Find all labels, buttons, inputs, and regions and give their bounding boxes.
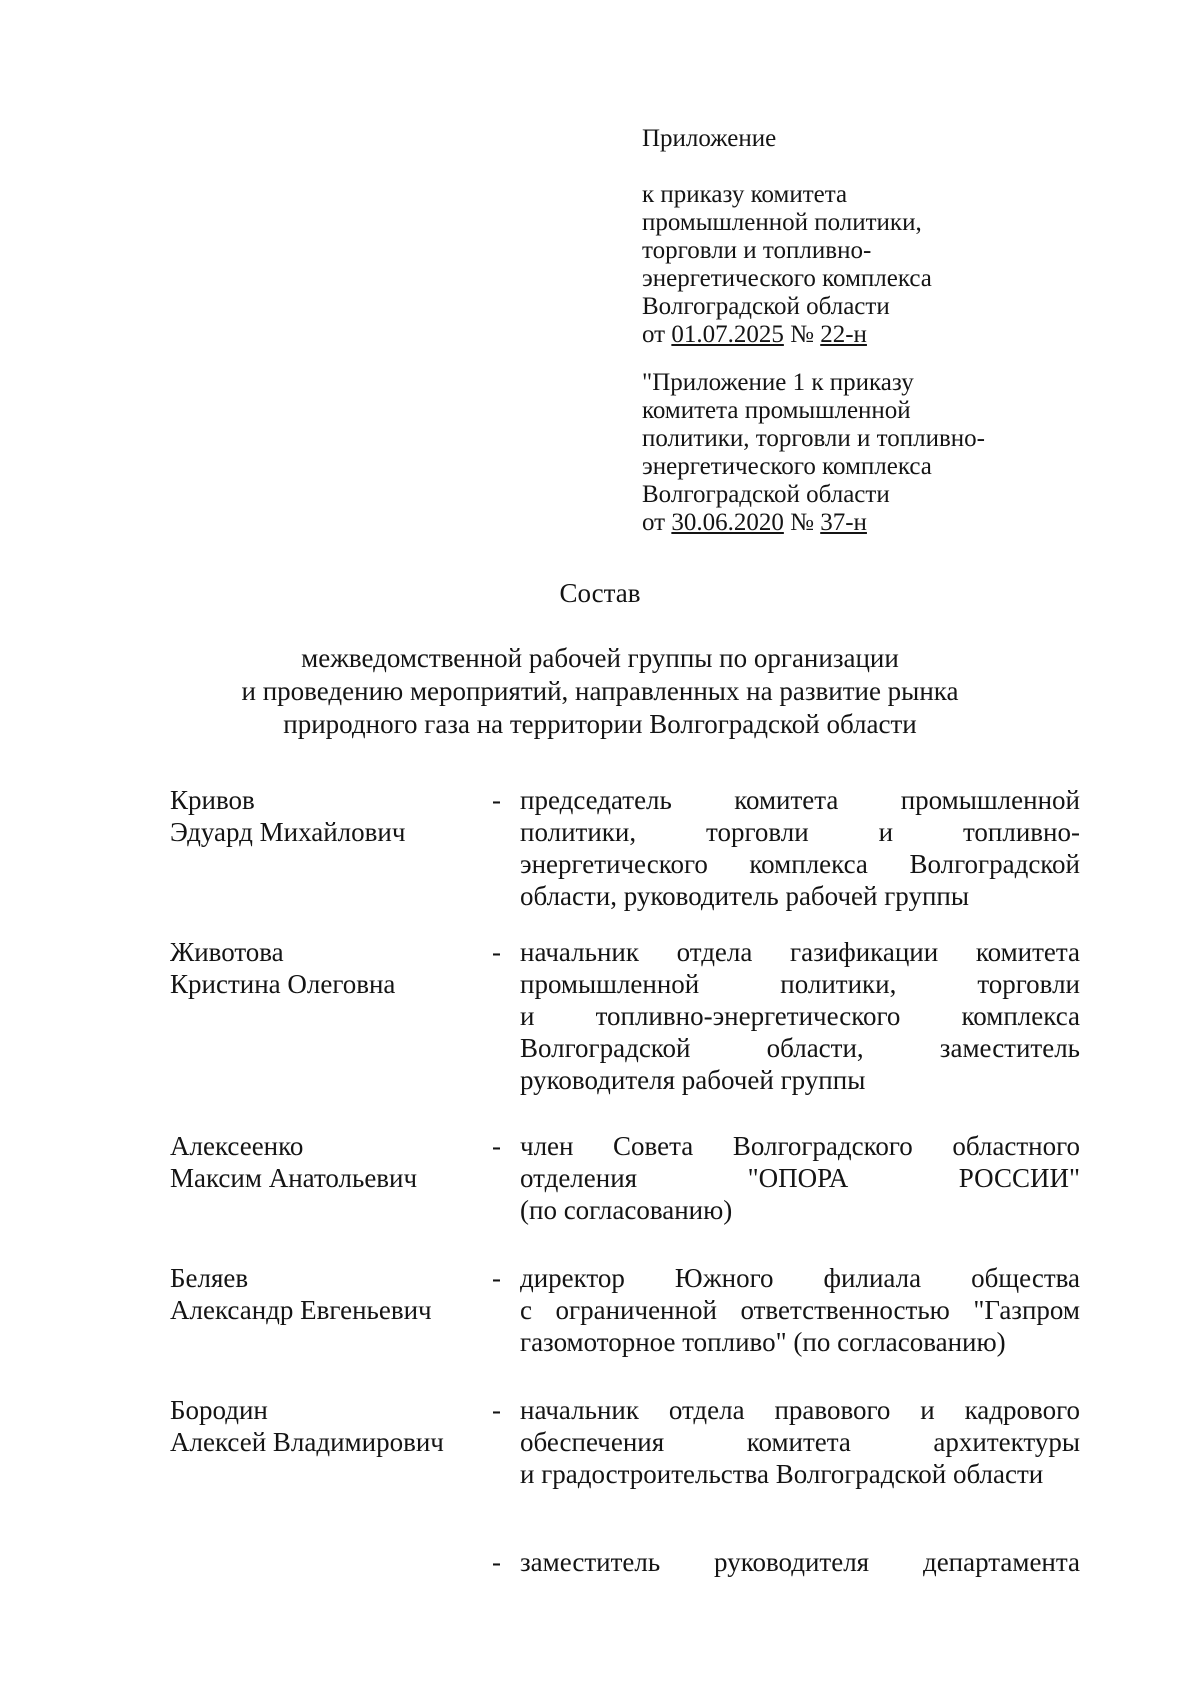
member-name xyxy=(170,1394,480,1458)
position-line: промышленной политики, торговли xyxy=(520,969,1080,999)
original-order-no-sign: № xyxy=(783,509,821,536)
appendix-heading: Приложение xyxy=(642,125,777,152)
member-given-names: Александр Евгеньевич xyxy=(170,1295,432,1325)
appendix-line: Волгоградской области xyxy=(642,293,890,320)
member-given-names: Максим Анатольевич xyxy=(170,1163,418,1193)
appendix-line: энергетического комплекса xyxy=(642,265,932,292)
position-line: с ограниченной ответственностью "Газпром xyxy=(520,1295,1080,1325)
position-line: энергетического комплекса Волгоградской xyxy=(520,849,1080,879)
member-surname: Кривов xyxy=(170,785,255,815)
original-appendix-line: Волгоградской области xyxy=(642,481,890,508)
original-order-prefix: от xyxy=(642,509,672,536)
member-given-names: Эдуард Михайлович xyxy=(170,817,406,847)
member-position xyxy=(520,1546,1080,1578)
original-appendix-line: "Приложение 1 к приказу xyxy=(642,369,914,396)
position-line: и градостроительства Волгоградской области xyxy=(520,1459,1044,1489)
position-line: политики, торговли и топливно- xyxy=(520,817,1080,847)
order-no-sign: № xyxy=(783,321,821,348)
original-order-reference xyxy=(642,509,985,537)
dash-separator: - xyxy=(492,937,501,967)
member-given-names: Кристина Олеговна xyxy=(170,969,396,999)
member-position xyxy=(520,1262,1080,1358)
member-position xyxy=(520,1130,1080,1226)
order-number: 22-н xyxy=(820,321,867,348)
position-line: и топливно-энергетического комплекса xyxy=(520,1001,1080,1031)
position-line: газомоторное топливо" (по согласованию) xyxy=(520,1327,1006,1357)
original-appendix-line: политики, торговли и топливно- xyxy=(642,425,986,452)
position-line: председатель комитета промышленной xyxy=(520,785,1080,815)
subtitle-line: и проведению мероприятий, направленных на развитие рынка xyxy=(241,676,959,706)
member-name xyxy=(170,936,480,1000)
position-line: области, руководитель рабочей группы xyxy=(520,881,969,911)
member-given-names: Алексей Владимирович xyxy=(170,1427,444,1457)
member-position xyxy=(520,1394,1080,1490)
order-prefix: от xyxy=(642,321,672,348)
member-name xyxy=(170,1130,480,1194)
member-name xyxy=(170,784,480,848)
dash-separator: - xyxy=(492,1263,501,1293)
member-position xyxy=(520,936,1080,1096)
appendix-block xyxy=(642,125,985,537)
subtitle-line: межведомственной рабочей группы по организации xyxy=(301,643,899,673)
appendix-line: к приказу комитета xyxy=(642,181,848,208)
dash-separator: - xyxy=(492,1547,501,1577)
member-name xyxy=(170,1262,480,1326)
position-line: директор Южного филиала общества xyxy=(520,1263,1080,1293)
position-line: член Совета Волгоградского областного xyxy=(520,1131,1080,1161)
position-line: Волгоградской области, заместитель xyxy=(520,1033,1080,1063)
dash-separator: - xyxy=(492,1131,501,1161)
member-surname: Бородин xyxy=(170,1395,268,1425)
dash-separator: - xyxy=(492,1395,501,1425)
member-surname: Алексеенко xyxy=(170,1131,304,1161)
position-line: обеспечения комитета архитектуры xyxy=(520,1427,1080,1457)
position-line: начальник отдела правового и кадрового xyxy=(520,1395,1080,1425)
original-order-number: 37-н xyxy=(820,509,867,536)
position-line: (по согласованию) xyxy=(520,1195,733,1225)
document-title: Состав xyxy=(559,578,641,608)
appendix-line: торговли и топливно- xyxy=(642,237,872,264)
subtitle-line: природного газа на территории Волгоградской области xyxy=(283,709,917,739)
appendix-line: промышленной политики, xyxy=(642,209,922,236)
original-appendix-line: энергетического комплекса xyxy=(642,453,932,480)
member-surname: Животова xyxy=(170,937,284,967)
position-line: начальник отдела газификации комитета xyxy=(520,937,1080,967)
position-line: заместитель руководителя департамента xyxy=(520,1547,1080,1577)
original-appendix-line: комитета промышленной xyxy=(642,397,911,424)
dash-separator: - xyxy=(492,785,501,815)
order-reference xyxy=(642,321,985,349)
original-order-date: 30.06.2020 xyxy=(671,509,784,536)
order-date: 01.07.2025 xyxy=(671,321,784,348)
member-position xyxy=(520,784,1080,912)
position-line: руководителя рабочей группы xyxy=(520,1065,866,1095)
document-subtitle xyxy=(0,642,1200,741)
position-line: отделения "ОПОРА РОССИИ" xyxy=(520,1163,1080,1193)
member-surname: Беляев xyxy=(170,1263,249,1293)
